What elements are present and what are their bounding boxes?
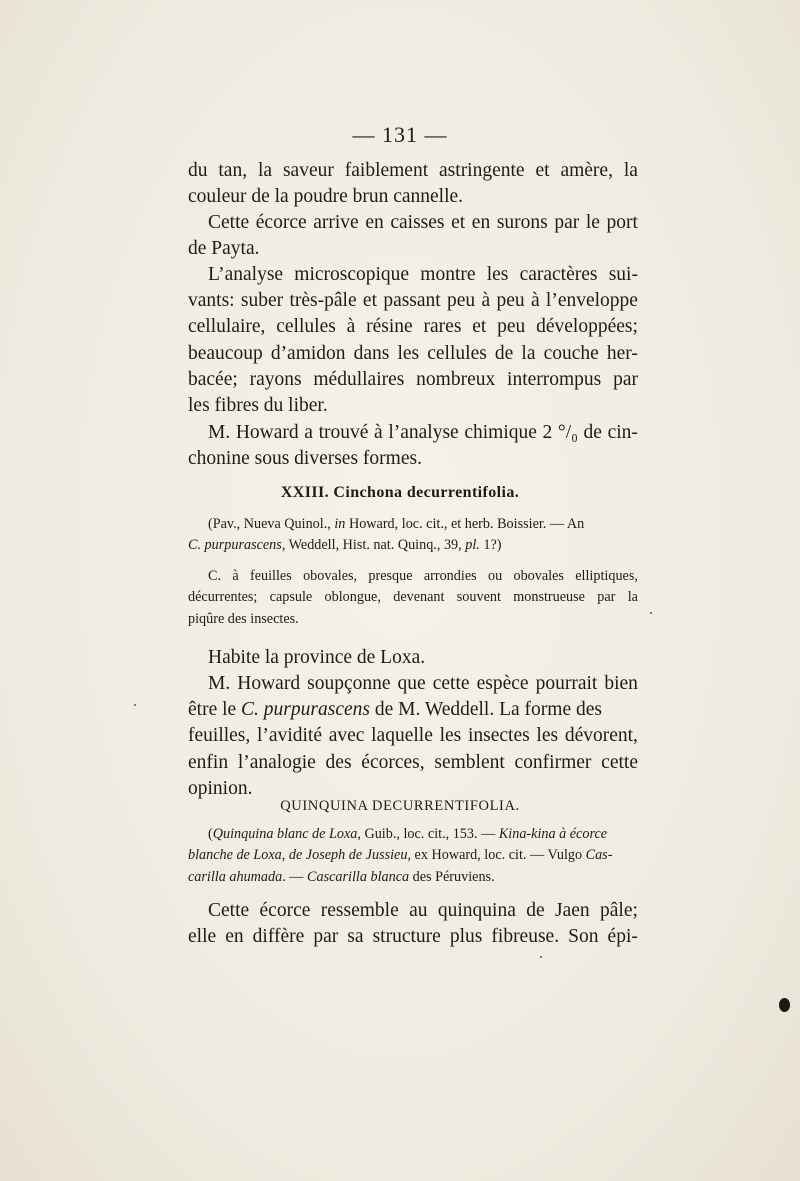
text-line: (Pav., Nueva Quinol., in Howard, loc. cit., et herb. Boissier. — An	[208, 516, 585, 532]
bark-reference	[188, 824, 638, 888]
text-line: Cette écorce ressemble au quinquina de Jaen pâle;	[208, 900, 638, 921]
text-line: carilla ahumada. — Cascarilla blanca des Péruviens.	[188, 868, 495, 885]
ink-speck	[540, 956, 542, 958]
text-line: C. à feuilles obovales, presque arrondies ou obovales elliptiques,	[208, 568, 638, 584]
bark-subheading: QUINQUINA DECURRENTIFOLIA.	[280, 798, 520, 814]
paragraph-continuation	[188, 158, 638, 210]
text-line: M. Howard soupçonne que cette espèce pourrait bien	[208, 673, 638, 694]
ink-speck	[650, 612, 652, 614]
text-line: piqûre des insectes.	[188, 610, 299, 627]
text-line: elle en diffère par sa structure plus fibreuse. Son épi-	[188, 926, 638, 948]
text-line: Cette écorce arrive en caisses et en surons par le port	[208, 212, 638, 233]
text-line: décurrentes; capsule oblongue, devenant souvent monstrueuse par la	[188, 589, 638, 606]
paragraph-chemical-analysis	[188, 420, 638, 472]
text-line: enfin l’analogie des écorces, semblent confirmer cette	[188, 751, 638, 773]
text-line: les fibres du liber.	[188, 395, 328, 417]
paragraph-microscopic-analysis	[188, 262, 638, 419]
text-line: cellulaire, cellules à résine rares et peu développées;	[188, 316, 638, 338]
text-line: vants: suber très-pâle et passant peu à peu à l’enveloppe	[188, 290, 638, 312]
text-line: du tan, la saveur faiblement astringente et amère, la	[188, 160, 638, 181]
text-line: Habite la province de Loxa.	[208, 647, 426, 668]
text-line: de Payta.	[188, 238, 260, 260]
text-line: M. Howard a trouvé à l’analyse chimique 2 °/₀ de cin-	[208, 422, 638, 443]
ink-blot	[779, 998, 790, 1012]
text-line: feuilles, l’avidité avec laquelle les insectes les dévorent,	[188, 725, 638, 747]
paragraph-habitat	[188, 645, 638, 671]
paragraph-howard	[188, 671, 638, 802]
paragraph-arrival	[188, 210, 638, 262]
text-line: bacée; rayons médullaires nombreux interrompus par	[188, 368, 638, 390]
species-reference	[188, 514, 638, 557]
text-line: blanche de Loxa, de Joseph de Jussieu, ex Howard, loc. cit. — Vulgo Cas-	[188, 847, 613, 864]
species-description	[188, 566, 638, 630]
paragraph-bark-comparison	[188, 898, 638, 950]
text-line: être le C. purpurascens de M. Weddell. La forme des	[188, 699, 602, 721]
text-line: L’analyse microscopique montre les caractères sui-	[208, 264, 638, 285]
text-line: beaucoup d’amidon dans les cellules de la couche her-	[188, 342, 638, 364]
species-heading: XXIII. Cinchona decurrentifolia.	[280, 484, 520, 501]
ink-speck	[134, 704, 136, 706]
text-line: opinion.	[188, 777, 253, 799]
text-line: (Quinquina blanc de Loxa, Guib., loc. cit., 153. — Kina-kina à écorce	[208, 826, 608, 842]
text-line: couleur de la poudre brun cannelle.	[188, 186, 464, 208]
page-number: — 131 —	[352, 122, 448, 147]
text-line: C. purpurascens, Weddell, Hist. nat. Quinq., 39, pl. 1?)	[188, 537, 502, 554]
text-line: chonine sous diverses formes.	[188, 448, 422, 470]
